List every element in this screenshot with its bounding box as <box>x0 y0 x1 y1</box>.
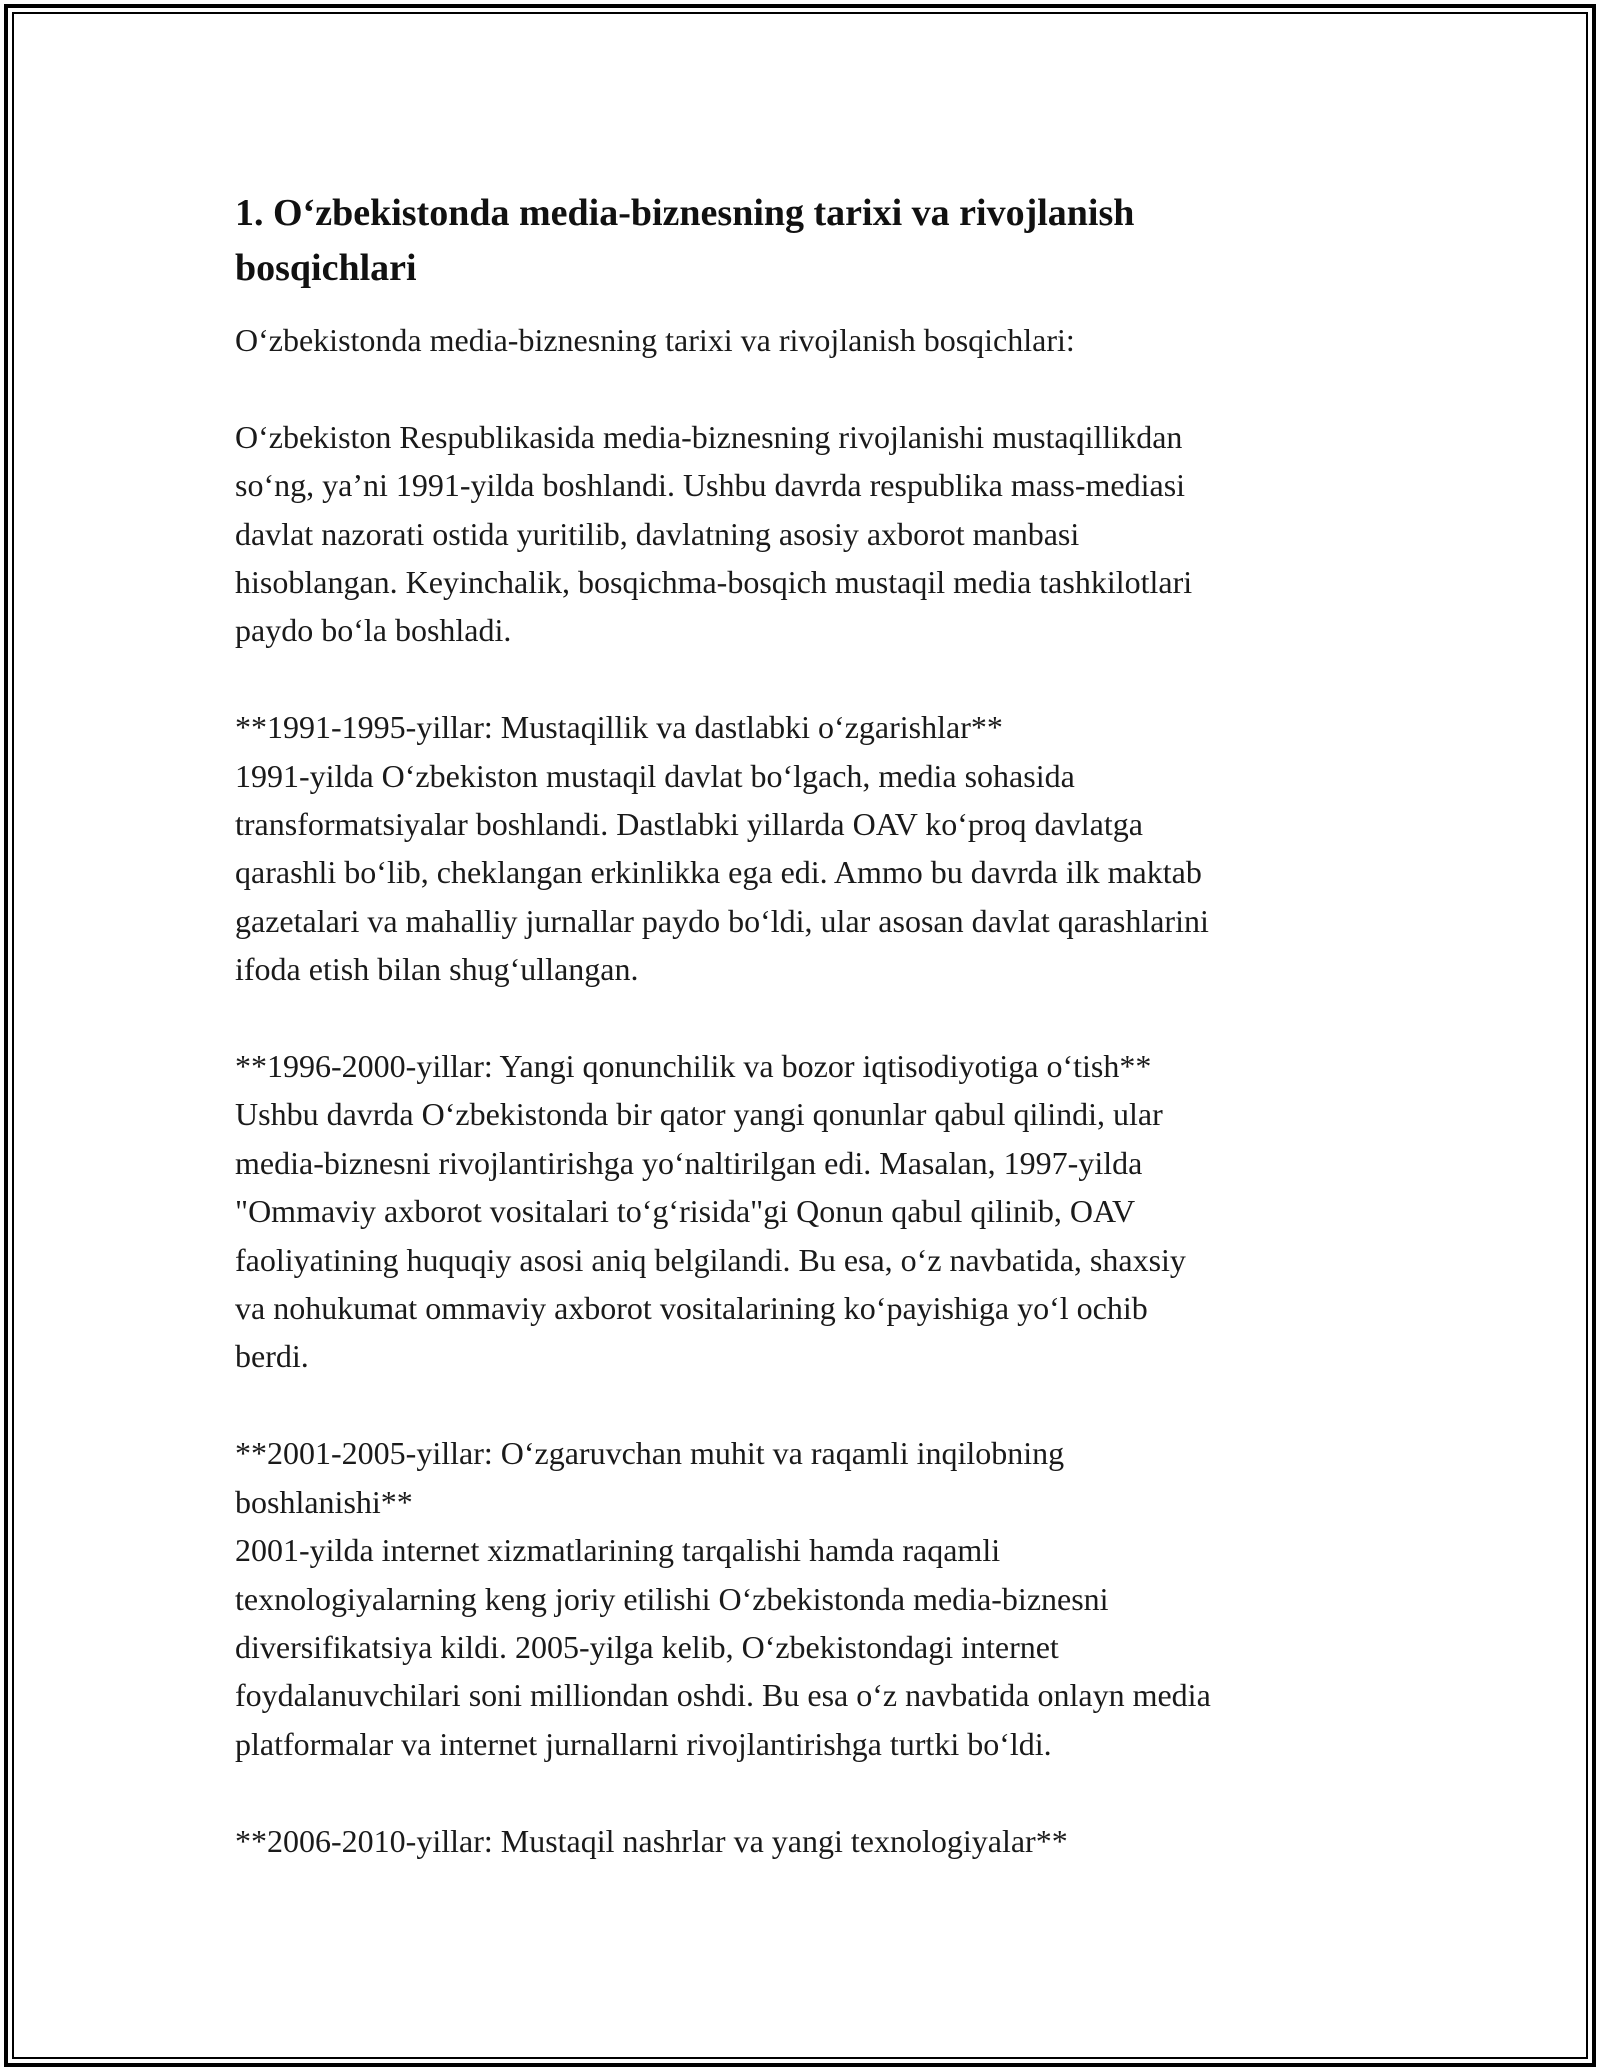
section-heading-line: **1996-2000-yillar: Yangi qonunchilik va bozor iqtisodiyotiga o‘tish** <box>235 1048 1152 1085</box>
text-line: transformatsiyalar boshlandi. Dastlabki yillarda OAV ko‘proq davlatga <box>235 806 1143 843</box>
section-heading-line: **2006-2010-yillar: Mustaqil nashrlar va yangi texnologiyalar** <box>235 1822 1068 1859</box>
text-line: qarashli bo‘lib, cheklangan erkinlikka ega edi. Ammo bu davrda ilk maktab <box>235 854 1202 891</box>
document-page <box>235 186 1365 1913</box>
text-line: "Ommaviy axborot vositalari to‘g‘risida"gi Qonun qabul qilinib, OAV <box>235 1193 1136 1230</box>
title-line: bosqichlari <box>235 247 417 289</box>
text-line: platformalar va internet jurnallarni rivojlantirishga turtki bo‘ldi. <box>235 1725 1052 1762</box>
text-line: foydalanuvchilari soni milliondan oshdi. Bu esa o‘z navbatida onlayn media <box>235 1677 1211 1714</box>
paragraph-1991-1995 <box>235 703 1365 993</box>
text-line: Ushbu davrda O‘zbekistonda bir qator yangi qonunlar qabul qilindi, ular <box>235 1096 1163 1133</box>
title-line: 1. O‘zbekistonda media-biznesning tarixi va rivojlanish <box>235 192 1135 234</box>
text-line: so‘ng, ya’ni 1991-yilda boshlandi. Ushbu davrda respublika mass-mediasi <box>235 467 1186 504</box>
paragraph-1996-2000 <box>235 1042 1365 1381</box>
text-line: berdi. <box>235 1338 309 1375</box>
text-line: faoliyatining huquqiy asosi aniq belgilandi. Bu esa, o‘z navbatida, shaxsiy <box>235 1241 1186 1278</box>
text-line: davlat nazorati ostida yuritilib, davlatning asosiy axborot manbasi <box>235 515 1080 552</box>
section-heading-line: **1991-1995-yillar: Mustaqillik va dastlabki o‘zgarishlar** <box>235 709 1003 746</box>
paragraph-2006-2010 <box>235 1817 1365 1865</box>
text-line: ifoda etish bilan shug‘ullangan. <box>235 951 639 988</box>
section-heading-line: boshlanishi** <box>235 1483 413 1520</box>
text-line: diversifikatsiya kildi. 2005-yilga kelib, O‘zbekistondagi internet <box>235 1628 1059 1665</box>
text-line: 1991-yilda O‘zbekiston mustaqil davlat bo‘lgach, media sohasida <box>235 757 1075 794</box>
section-heading-line: **2001-2005-yillar: O‘zgaruvchan muhit va raqamli inqilobning <box>235 1435 1065 1472</box>
text-line: O‘zbekiston Respublikasida media-biznesning rivojlanishi mustaqillikdan <box>235 418 1183 455</box>
text-line: 2001-yilda internet xizmatlarining tarqalishi hamda raqamli <box>235 1532 1001 1569</box>
paragraph-2001-2005 <box>235 1429 1365 1768</box>
text-line: paydo bo‘la boshladi. <box>235 612 512 649</box>
paragraph-overview <box>235 413 1365 655</box>
intro-paragraph <box>235 316 1365 364</box>
intro-line: O‘zbekistonda media-biznesning tarixi va rivojlanish bosqichlari: <box>235 322 1075 358</box>
text-line: texnologiyalarning keng joriy etilishi O‘zbekistonda media-biznesni <box>235 1580 1109 1617</box>
text-line: hisoblangan. Keyinchalik, bosqichma-bosqich mustaqil media tashkilotlari <box>235 564 1193 601</box>
text-line: va nohukumat ommaviy axborot vositalarining ko‘payishiga yo‘l ochib <box>235 1290 1148 1327</box>
document-title <box>235 186 1365 296</box>
text-line: media-biznesni rivojlantirishga yo‘naltirilgan edi. Masalan, 1997-yilda <box>235 1144 1143 1181</box>
text-line: gazetalari va mahalliy jurnallar paydo bo‘ldi, ular asosan davlat qarashlarini <box>235 902 1209 939</box>
